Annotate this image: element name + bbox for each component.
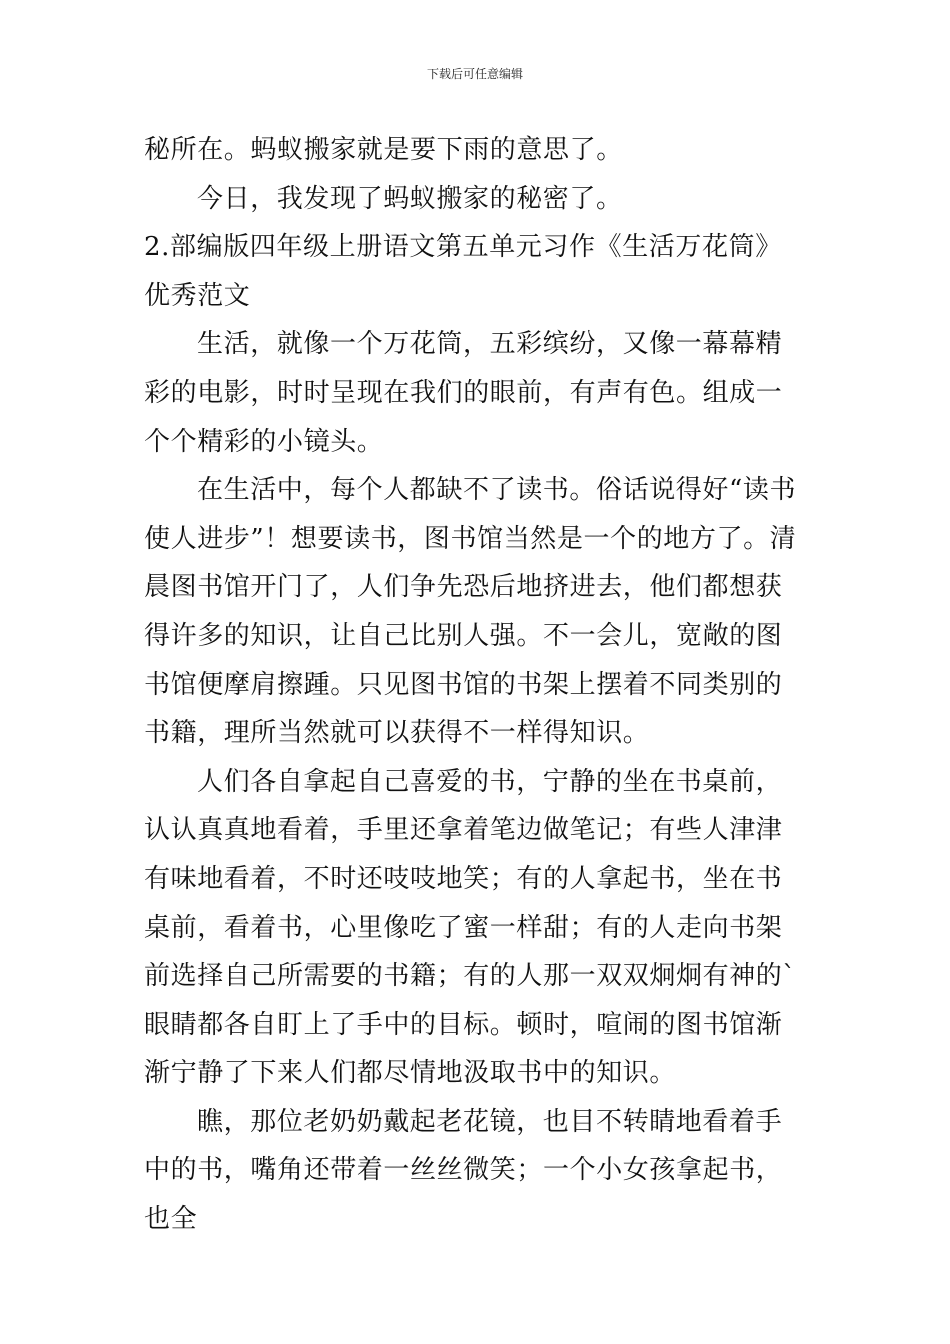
paragraph: 生活，就像一个万花筒，五彩缤纷，又像一幕幕精彩的电影，时时呈现在我们的眼前，有声有色。组成一个个精彩的小镜头。 <box>144 329 783 457</box>
section-heading: 2.部编版四年级上册语文第五单元习作《生活万花筒》优秀范文 <box>144 232 782 311</box>
paragraph: 瞧，那位老奶奶戴起老花镜，也目不转睛地看着手中的书，嘴角还带着一丝丝微笑；一个小女孩拿起书，也全 <box>144 1106 783 1235</box>
paragraph: 秘所在。蚂蚁搬家就是要下雨的意思了。 <box>144 135 623 165</box>
paragraph: 人们各自拿起自己喜爱的书，宁静的坐在书桌前，认认真真地看着，手里还拿着笔边做笔记；有些人津津有味地看着，不时还吱吱地笑；有的人拿起书，坐在书桌前，看着书，心里像吃了蜜一样甜；有的人走向书架前选择自己所需要的书籍；有的人那一双双炯炯有神的`眼睛都各自盯上了手中的目标。顿时，喧闹的图书馆渐渐宁静了下来人们都尽情地汲取书中的知识。 <box>144 766 797 1089</box>
paragraph: 在生活中，每个人都缺不了读书。俗话说得好“读书使人进步”！想要读书，图书馆当然是一个的地方了。清晨图书馆开门了，人们争先恐后地挤进去，他们都想获得许多的知识，让自己比别人强。不一会儿，宽敞的图书馆便摩肩擦踵。只见图书馆的书架上摆着不同类别的书籍，理所当然就可以获得不一样得知识。 <box>144 475 797 749</box>
document-body <box>144 126 806 1244</box>
page-header-note: 下载后可任意编辑 <box>426 67 523 81</box>
paragraph: 今日，我发现了蚂蚁搬家的秘密了。 <box>197 183 623 214</box>
